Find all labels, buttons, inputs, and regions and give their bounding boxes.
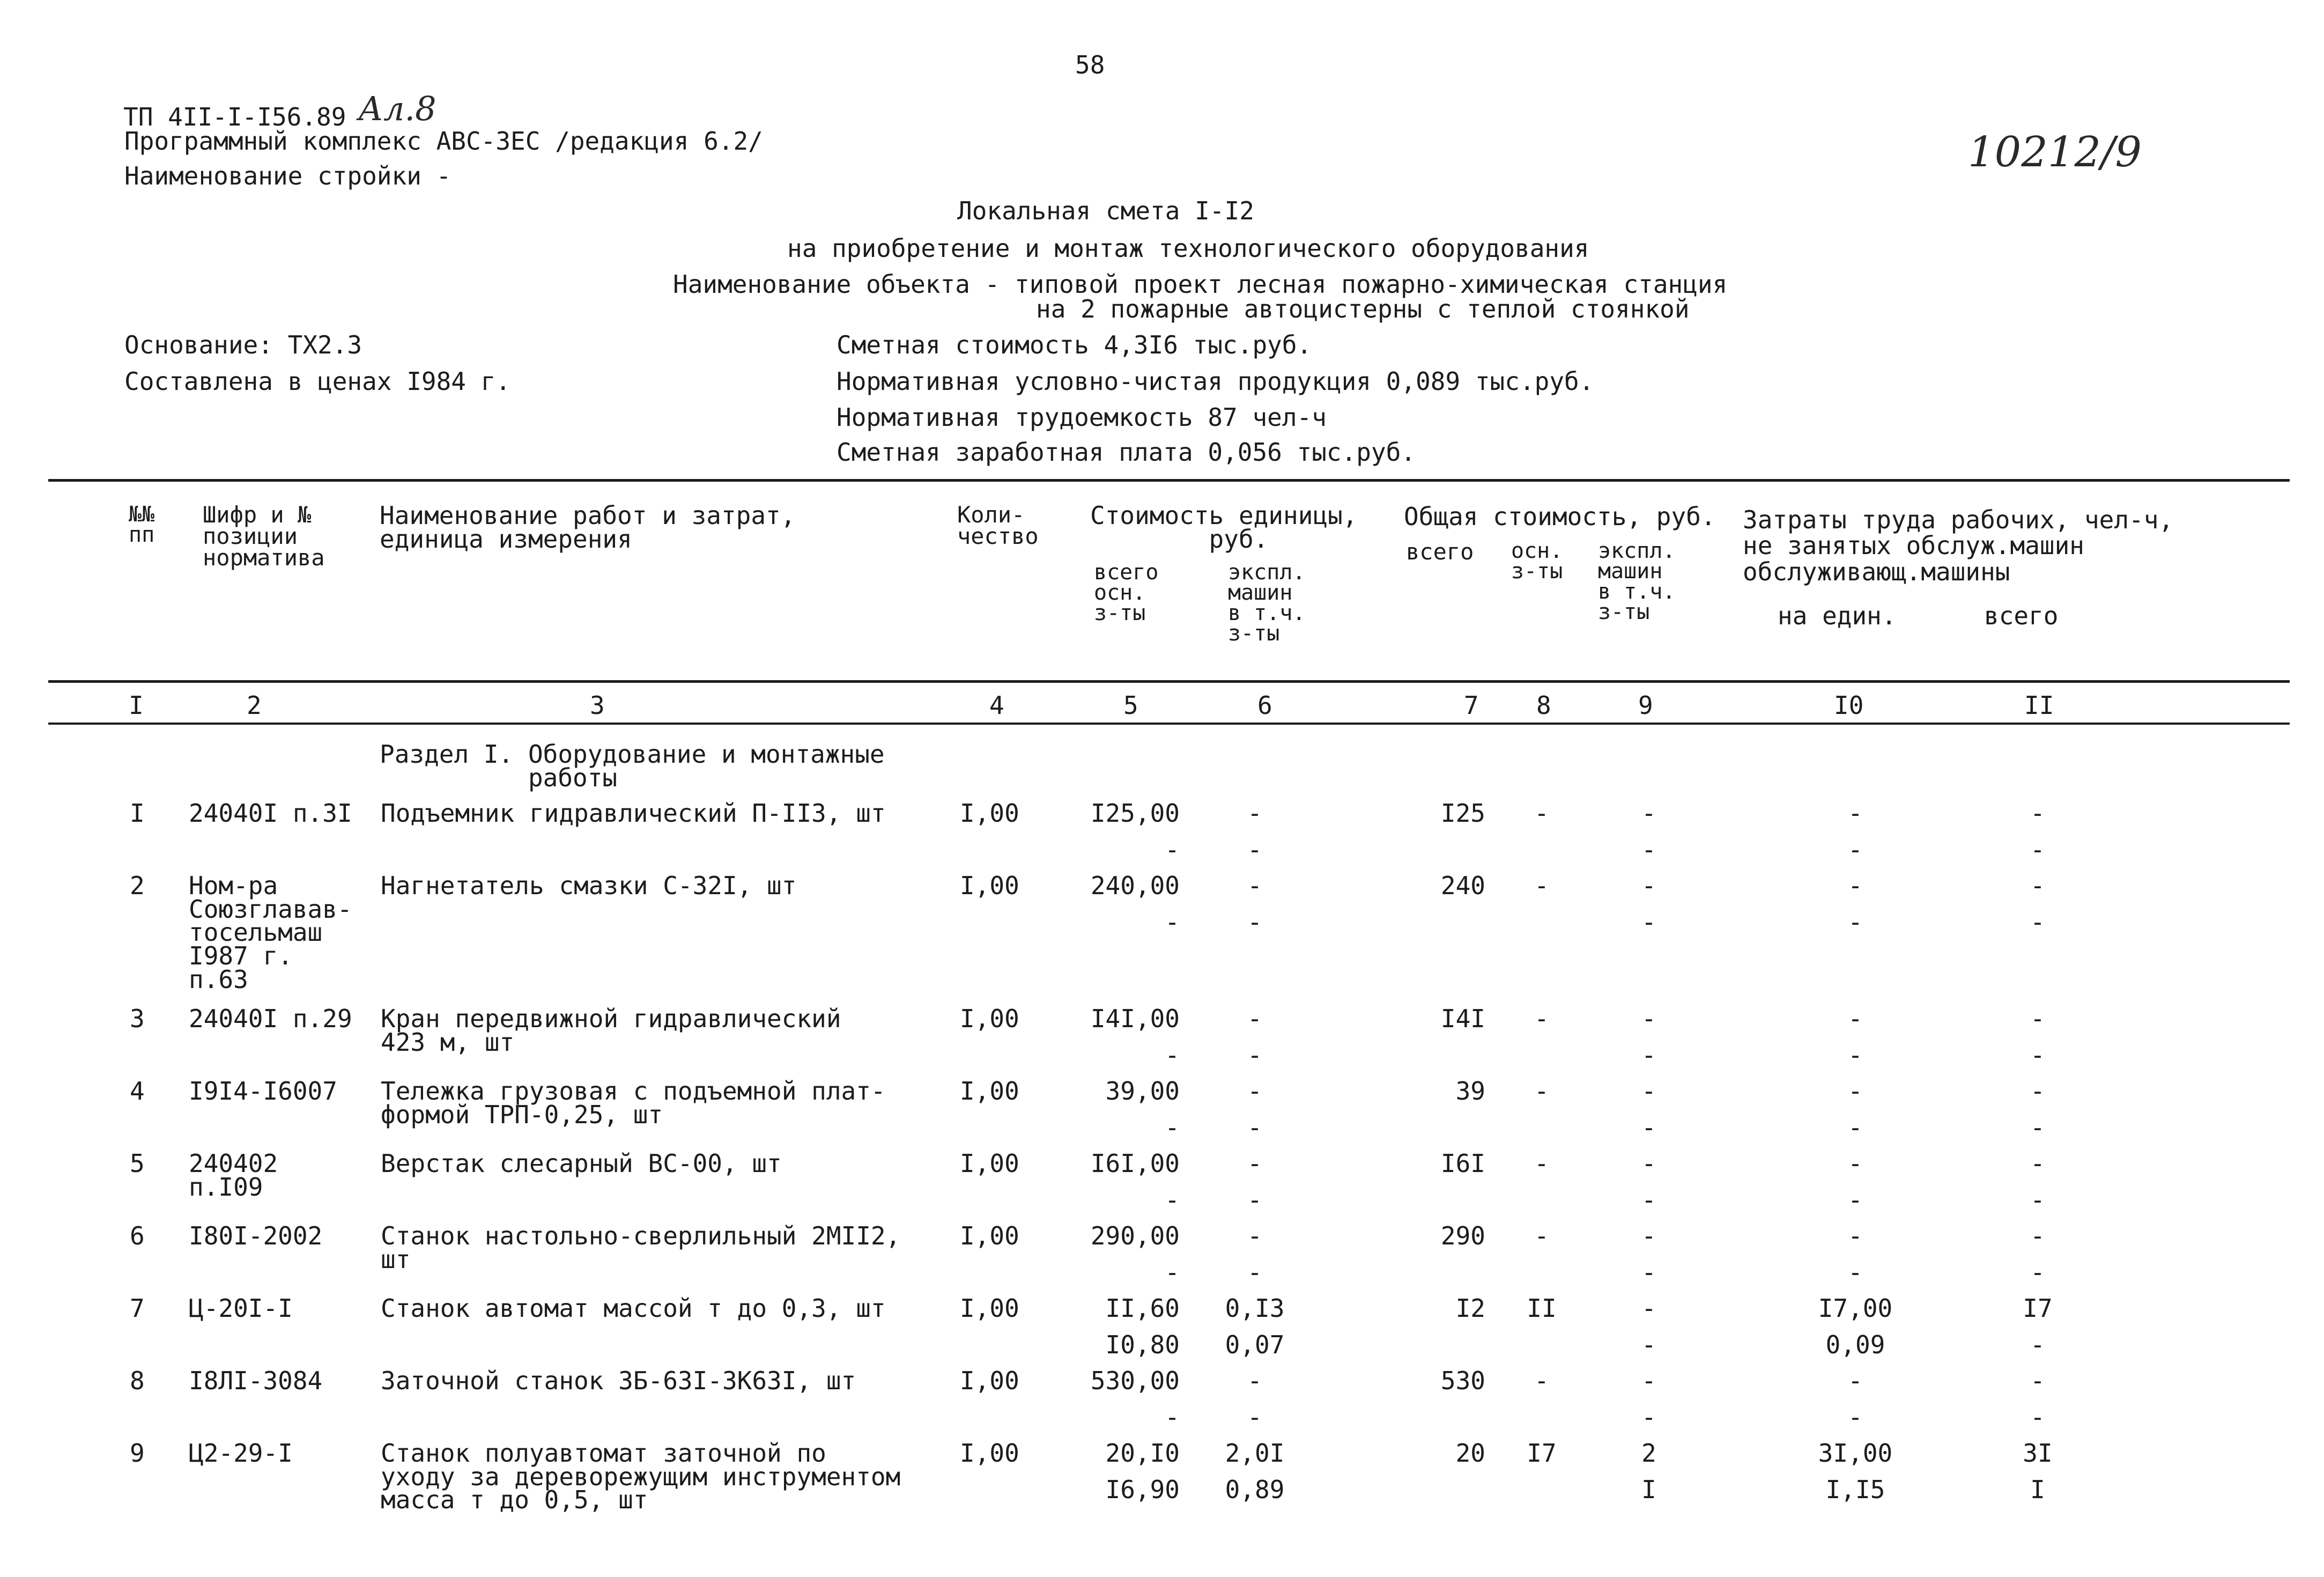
header-quantity: Коли- чество bbox=[957, 502, 1039, 549]
quantity: I,00 bbox=[960, 871, 1019, 900]
labor-per-unit-machines: I,I5 bbox=[1825, 1475, 1885, 1504]
unit-cost-machines: - bbox=[1247, 1366, 1262, 1395]
row-number: 8 bbox=[130, 1366, 145, 1395]
header-labor-per-unit: на един. bbox=[1778, 601, 1897, 630]
row-number: 2 bbox=[130, 871, 145, 900]
unit-cost-machines-wages: - bbox=[1247, 835, 1262, 864]
total-cost-wages: - bbox=[1534, 1149, 1549, 1178]
labor-per-unit: - bbox=[1848, 1077, 1863, 1106]
labor-per-unit-machines: - bbox=[1848, 1403, 1863, 1432]
column-number: 3 bbox=[590, 691, 605, 720]
total-cost-machines: - bbox=[1641, 1294, 1656, 1323]
unit-cost-total: 39,00 bbox=[1105, 1077, 1180, 1106]
basis: Основание: ТХ2.3 bbox=[124, 330, 362, 359]
unit-cost-wages: - bbox=[1165, 1258, 1180, 1287]
norm-code: I80I-2002 bbox=[189, 1221, 323, 1250]
unit-cost-machines: 0,I3 bbox=[1225, 1294, 1285, 1323]
quantity: I,00 bbox=[960, 1366, 1019, 1395]
work-name: Станок полуавтомат заточной по уходу за дереворежущим инструментом масса т до 0,5, шт bbox=[381, 1439, 901, 1515]
unit-cost-machines-wages: 0,07 bbox=[1225, 1330, 1285, 1359]
doc-code-handwritten: Ал.8 bbox=[358, 89, 436, 128]
labor-per-unit-machines: 0,09 bbox=[1825, 1330, 1885, 1359]
unit-cost-machines-wages: - bbox=[1247, 1185, 1262, 1214]
total-cost: I2 bbox=[1455, 1294, 1485, 1323]
total-cost-machines-wages: - bbox=[1641, 1185, 1656, 1214]
page-number: 58 bbox=[1075, 50, 1105, 79]
price-basis: Составлена в ценах I984 г. bbox=[124, 367, 511, 396]
total-cost: I4I bbox=[1440, 1004, 1485, 1033]
work-name: Станок настольно-сверлильный 2МII2, шт bbox=[381, 1221, 901, 1274]
norm-code: I8ЛI-3084 bbox=[189, 1366, 323, 1395]
labor-total-machines: - bbox=[2030, 908, 2045, 937]
labor-total-machines: - bbox=[2030, 1041, 2045, 1070]
quantity: I,00 bbox=[960, 1221, 1019, 1250]
labor-per-unit: - bbox=[1848, 799, 1863, 828]
unit-cost-wages: - bbox=[1165, 908, 1180, 937]
row-number: 9 bbox=[130, 1439, 145, 1468]
unit-cost-machines-wages: - bbox=[1247, 908, 1262, 937]
unit-cost-machines-wages: - bbox=[1247, 1041, 1262, 1070]
total-cost: 530 bbox=[1440, 1366, 1485, 1395]
labor-total: - bbox=[2030, 871, 2045, 900]
header-norm-code: Шифр и № позиции норматива bbox=[203, 502, 325, 571]
total-cost-machines-wages: - bbox=[1641, 1403, 1656, 1432]
labor-per-unit: - bbox=[1848, 1366, 1863, 1395]
work-name: Станок автомат массой т до 0,3, шт bbox=[381, 1294, 886, 1323]
labor-total: - bbox=[2030, 1221, 2045, 1250]
header-work-name: Наименование работ и затрат, единица измерения bbox=[380, 501, 796, 554]
work-name: Тележка грузовая с подъемной плат- формой ТРП-0,25, шт bbox=[381, 1077, 886, 1129]
unit-cost-wages: - bbox=[1165, 1403, 1180, 1432]
unit-cost-total: I4I,00 bbox=[1090, 1004, 1180, 1033]
total-cost: 240 bbox=[1440, 871, 1485, 900]
header-total-cost-machines: экспл. машин в т.ч. з-ты bbox=[1598, 539, 1676, 624]
total-cost: 20 bbox=[1455, 1439, 1485, 1468]
labor-per-unit-machines: - bbox=[1848, 835, 1863, 864]
section-title: Раздел I. Оборудование и монтажные работы bbox=[380, 740, 885, 792]
total-cost-machines-wages: - bbox=[1641, 908, 1656, 937]
total-cost-machines: - bbox=[1641, 1004, 1656, 1033]
work-name: Нагнетатель смазки С-32I, шт bbox=[381, 871, 797, 900]
table-top-rule bbox=[48, 479, 2290, 482]
header-labor-group: Затраты труда рабочих, чел-ч, не занятых обслуж.машин обслуживающ.машины bbox=[1743, 505, 2174, 586]
labor-total: - bbox=[2030, 1366, 2045, 1395]
norm-code: Ном-ра Союзглавав- тосельмаш I987 г. п.63 bbox=[189, 871, 352, 994]
row-number: 4 bbox=[130, 1077, 145, 1106]
total-cost-machines-wages: - bbox=[1641, 1330, 1656, 1359]
row-number: 3 bbox=[130, 1004, 145, 1033]
software-line: Программный комплекс АВС-3ЕС /редакция 6.2/ bbox=[124, 127, 763, 156]
total-cost-machines: - bbox=[1641, 799, 1656, 828]
column-number: 4 bbox=[989, 691, 1004, 720]
total-cost-machines: - bbox=[1641, 1366, 1656, 1395]
labor-intensity: Нормативная трудоемкость 87 чел-ч bbox=[837, 403, 1327, 432]
unit-cost-total: 290,00 bbox=[1090, 1221, 1180, 1250]
total-cost: 290 bbox=[1440, 1221, 1485, 1250]
norm-code: Ц-20I-I bbox=[189, 1294, 293, 1323]
unit-cost-machines: - bbox=[1247, 1004, 1262, 1033]
quantity: I,00 bbox=[960, 1294, 1019, 1323]
total-cost-wages: II bbox=[1527, 1294, 1557, 1323]
total-cost-machines-wages: - bbox=[1641, 1113, 1656, 1142]
row-number: 5 bbox=[130, 1149, 145, 1178]
unit-cost-machines: - bbox=[1247, 799, 1262, 828]
labor-per-unit-machines: - bbox=[1848, 908, 1863, 937]
work-name: Заточной станок 3Б-63I-3К63I, шт bbox=[381, 1366, 856, 1395]
header-bottom-rule bbox=[48, 680, 2290, 683]
total-cost-machines-wages: I bbox=[1641, 1475, 1656, 1504]
norm-code: Ц2-29-I bbox=[189, 1439, 293, 1468]
total-cost-machines: 2 bbox=[1641, 1439, 1656, 1468]
unit-cost-machines: - bbox=[1247, 871, 1262, 900]
unit-cost-wages: - bbox=[1165, 1113, 1180, 1142]
total-cost-wages: I7 bbox=[1527, 1439, 1557, 1468]
work-name: Верстак слесарный ВС-00, шт bbox=[381, 1149, 782, 1178]
labor-total: I7 bbox=[2023, 1294, 2053, 1323]
column-number: 8 bbox=[1536, 691, 1551, 720]
quantity: I,00 bbox=[960, 799, 1019, 828]
row-number: I bbox=[130, 799, 145, 828]
total-cost-machines-wages: - bbox=[1641, 1258, 1656, 1287]
total-cost-machines-wages: - bbox=[1641, 835, 1656, 864]
norm-code: 24040I п.3I bbox=[189, 799, 352, 828]
labor-total: 3I bbox=[2023, 1439, 2053, 1468]
total-cost-machines: - bbox=[1641, 871, 1656, 900]
labor-total-machines: - bbox=[2030, 1258, 2045, 1287]
work-name: Кран передвижной гидравлический 423 м, шт bbox=[381, 1004, 841, 1057]
labor-total: - bbox=[2030, 799, 2045, 828]
unit-cost-machines-wages: - bbox=[1247, 1258, 1262, 1287]
column-number: 9 bbox=[1638, 691, 1653, 720]
total-cost-wages: - bbox=[1534, 1004, 1549, 1033]
quantity: I,00 bbox=[960, 1004, 1019, 1033]
column-number: I bbox=[129, 691, 144, 720]
unit-cost-machines: - bbox=[1247, 1077, 1262, 1106]
labor-per-unit-machines: - bbox=[1848, 1041, 1863, 1070]
norm-code: I9I4-I6007 bbox=[189, 1077, 337, 1106]
work-name: Подъемник гидравлический П-II3, шт bbox=[381, 799, 886, 828]
row-number: 7 bbox=[130, 1294, 145, 1323]
unit-cost-wages: I0,80 bbox=[1105, 1330, 1180, 1359]
total-cost-wages: - bbox=[1534, 799, 1549, 828]
estimated-cost: Сметная стоимость 4,3I6 тыс.руб. bbox=[837, 330, 1312, 359]
labor-per-unit: - bbox=[1848, 1221, 1863, 1250]
column-number: 6 bbox=[1257, 691, 1272, 720]
handwritten-number: 10212/9 bbox=[1968, 128, 2142, 176]
header-row-number: №№ пп bbox=[129, 502, 155, 547]
construction-name: Наименование стройки - bbox=[124, 161, 452, 190]
labor-per-unit: - bbox=[1848, 1004, 1863, 1033]
estimated-wages: Сметная заработная плата 0,056 тыс.руб. bbox=[837, 438, 1416, 467]
unit-cost-total: 530,00 bbox=[1090, 1366, 1180, 1395]
labor-per-unit-machines: - bbox=[1848, 1185, 1863, 1214]
unit-cost-total: 20,I0 bbox=[1105, 1439, 1180, 1468]
labor-total-machines: - bbox=[2030, 1185, 2045, 1214]
total-cost-machines: - bbox=[1641, 1077, 1656, 1106]
labor-total-machines: - bbox=[2030, 1113, 2045, 1142]
labor-per-unit: - bbox=[1848, 871, 1863, 900]
estimate-subtitle: на приобретение и монтаж технологического оборудования bbox=[787, 234, 1589, 263]
labor-per-unit-machines: - bbox=[1848, 1113, 1863, 1142]
header-unit-cost-total: всего осн. з-ты bbox=[1094, 560, 1159, 625]
total-cost-machines: - bbox=[1641, 1221, 1656, 1250]
unit-cost-total: 240,00 bbox=[1090, 871, 1180, 900]
header-total-cost-wages: осн. з-ты bbox=[1511, 539, 1563, 584]
object-name: Наименование объекта - типовой проект лесная пожарно-химическая станция bbox=[673, 270, 1728, 299]
labor-per-unit-machines: - bbox=[1848, 1258, 1863, 1287]
total-cost: I25 bbox=[1440, 799, 1485, 828]
labor-total-machines: - bbox=[2030, 1330, 2045, 1359]
unit-cost-total: I25,00 bbox=[1090, 799, 1180, 828]
unit-cost-machines: - bbox=[1247, 1149, 1262, 1178]
column-number: I0 bbox=[1834, 691, 1864, 720]
unit-cost-machines-wages: 0,89 bbox=[1225, 1475, 1285, 1504]
object-name-continued: на 2 пожарные автоцистерны с теплой стоянкой bbox=[1036, 294, 1690, 323]
labor-total: - bbox=[2030, 1077, 2045, 1106]
unit-cost-machines-wages: - bbox=[1247, 1403, 1262, 1432]
unit-cost-wages: - bbox=[1165, 1041, 1180, 1070]
column-number: 7 bbox=[1464, 691, 1479, 720]
header-total-cost-all: всего bbox=[1406, 539, 1474, 565]
estimate-title: Локальная смета I-I2 bbox=[957, 196, 1254, 225]
labor-total: - bbox=[2030, 1149, 2045, 1178]
unit-cost-machines: 2,0I bbox=[1225, 1439, 1285, 1468]
header-unit-cost-group: Стоимость единицы, руб. bbox=[1090, 501, 1358, 554]
labor-total-machines: - bbox=[2030, 1403, 2045, 1432]
total-cost-wages: - bbox=[1534, 871, 1549, 900]
quantity: I,00 bbox=[960, 1439, 1019, 1468]
total-cost-machines-wages: - bbox=[1641, 1041, 1656, 1070]
total-cost: 39 bbox=[1455, 1077, 1485, 1106]
column-number: II bbox=[2024, 691, 2054, 720]
unit-cost-wages: I6,90 bbox=[1105, 1475, 1180, 1504]
unit-cost-machines: - bbox=[1247, 1221, 1262, 1250]
total-cost-machines: - bbox=[1641, 1149, 1656, 1178]
net-product: Нормативная условно-чистая продукция 0,089 тыс.руб. bbox=[837, 367, 1594, 396]
labor-total-machines: - bbox=[2030, 835, 2045, 864]
labor-per-unit: - bbox=[1848, 1149, 1863, 1178]
labor-per-unit: I7,00 bbox=[1818, 1294, 1893, 1323]
norm-code: 240402 п.I09 bbox=[189, 1149, 278, 1202]
total-cost: I6I bbox=[1440, 1149, 1485, 1178]
row-number: 6 bbox=[130, 1221, 145, 1250]
unit-cost-machines-wages: - bbox=[1247, 1113, 1262, 1142]
header-total-cost-group: Общая стоимость, руб. bbox=[1404, 502, 1716, 531]
unit-cost-wages: - bbox=[1165, 1185, 1180, 1214]
norm-code: 24040I п.29 bbox=[189, 1004, 352, 1033]
labor-total-machines: I bbox=[2030, 1475, 2045, 1504]
total-cost-wages: - bbox=[1534, 1221, 1549, 1250]
labor-per-unit: 3I,00 bbox=[1818, 1439, 1893, 1468]
total-cost-wages: - bbox=[1534, 1077, 1549, 1106]
unit-cost-wages: - bbox=[1165, 835, 1180, 864]
labor-total: - bbox=[2030, 1004, 2045, 1033]
doc-code: ТП 4II-I-I56.89 bbox=[123, 102, 346, 131]
quantity: I,00 bbox=[960, 1077, 1019, 1106]
total-cost-wages: - bbox=[1534, 1366, 1549, 1395]
header-unit-cost-machines: экспл. машин в т.ч. з-ты bbox=[1228, 560, 1306, 646]
quantity: I,00 bbox=[960, 1149, 1019, 1178]
column-number: 2 bbox=[247, 691, 262, 720]
header-labor-total: всего bbox=[1984, 601, 2059, 630]
column-numbers-rule bbox=[48, 723, 2290, 725]
column-number: 5 bbox=[1123, 691, 1138, 720]
unit-cost-total: I6I,00 bbox=[1090, 1149, 1180, 1178]
unit-cost-total: II,60 bbox=[1105, 1294, 1180, 1323]
